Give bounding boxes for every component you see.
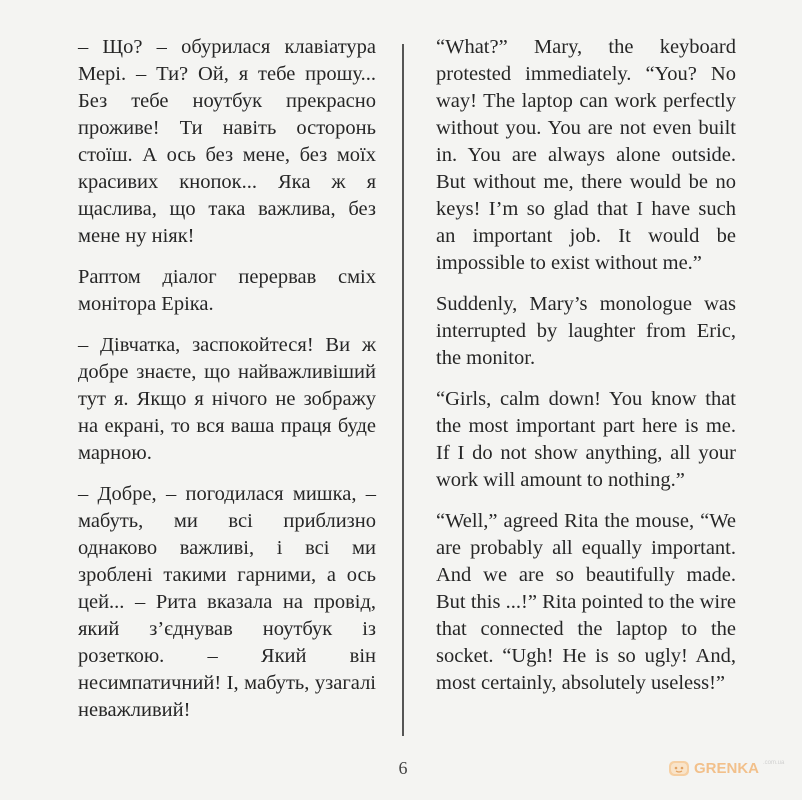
grenka-logo-icon bbox=[668, 758, 690, 778]
ukrainian-text-column bbox=[78, 34, 376, 738]
paragraph: Раптом діалог перервав сміх монітора Еріка. bbox=[78, 266, 376, 315]
paragraph: “What?” Mary, the keyboard protested immediately. “You? No way! The laptop can work perfectly without you. You are not even built in. You are always alone outside. But without me, there would be no keys! I’m so glad that I have such an important job. It would be impossible to exist without me.” bbox=[436, 36, 736, 274]
paragraph: – Добре, – погодилася мишка, – мабуть, ми всі приблизно однаково важливі, і всі ми зроблені такими гарними, а ось цей... – Рита вказала на провід, який з’єднував ноутбук із розеткою. – Який він несимпатичний! І, мабуть, узагалі неважливий! bbox=[78, 483, 376, 721]
page-number: 6 bbox=[398, 758, 408, 778]
column-divider bbox=[402, 44, 404, 736]
watermark-text: GRENKA bbox=[694, 759, 760, 777]
paragraph: – Що? – обурилася клавіатура Мері. – Ти? Ой, я тебе прошу... Без тебе ноутбук прекрасно проживе! Ти навіть осторонь стоїш. А ось без мене, без моїх красивих кнопок... Яка ж я щаслива, що така важлива, без мене ну ніяк! bbox=[78, 36, 376, 247]
watermark-domain: .com.ua bbox=[763, 760, 785, 766]
paragraph: Suddenly, Mary’s monologue was interrupted by laughter from Eric, the monitor. bbox=[436, 293, 736, 369]
paragraph: “Well,” agreed Rita the mouse, “We are probably all equally important. And we are so beautifully made. But this ...!” Rita pointed to the wire that connected the laptop to the socket. “Ugh! He is so ugly! And, most certainly, absolutely useless!” bbox=[436, 510, 736, 694]
paragraph: “Girls, calm down! You know that the most important part here is me. If I do not show anything, all your work will amount to nothing.” bbox=[436, 388, 736, 491]
paragraph: – Дівчатка, заспокойтеся! Ви ж добре знаєте, що найважливіший тут я. Якщо я нічого не зображу на екрані, то вся ваша праця буде марною. bbox=[78, 334, 376, 464]
english-text-column bbox=[436, 34, 736, 711]
grenka-watermark bbox=[668, 758, 784, 778]
